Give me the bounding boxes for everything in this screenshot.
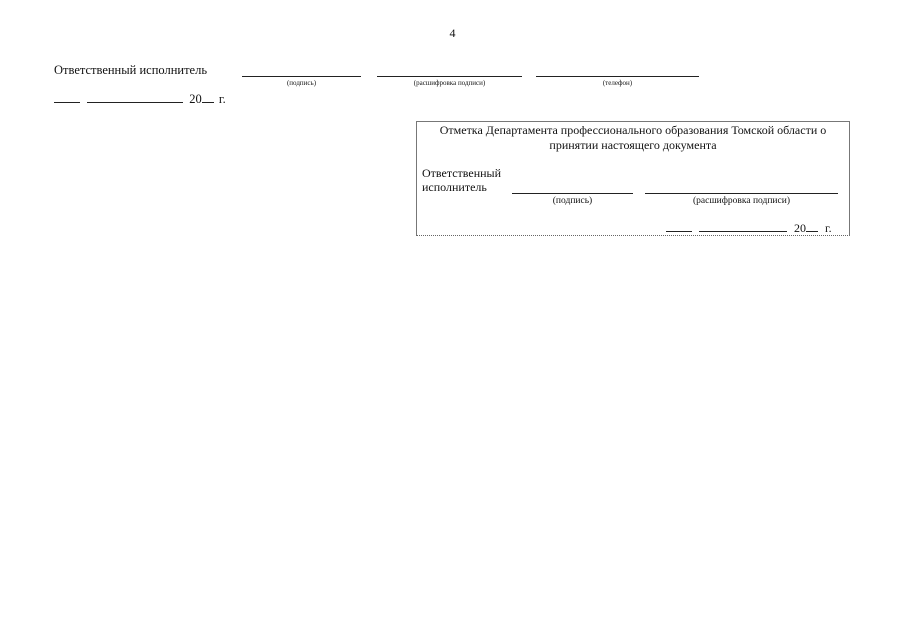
date-day-blank bbox=[54, 92, 80, 103]
signature-line bbox=[242, 76, 361, 77]
department-transcript-line bbox=[645, 193, 838, 194]
department-date-suffix: г. bbox=[825, 221, 832, 235]
signature-caption: (подпись) bbox=[286, 79, 317, 87]
department-date-day-blank bbox=[666, 221, 692, 232]
department-date-year-blank bbox=[806, 221, 818, 232]
signature-transcript-line bbox=[377, 76, 522, 77]
department-transcript-caption: (расшифровка подписи) bbox=[693, 196, 790, 206]
department-executor-label-line1: Ответственный bbox=[422, 166, 502, 180]
date-year-prefix: 20 bbox=[189, 92, 202, 106]
department-mark-title: Отметка Департамента профессионального образования Томской области о принятии настоящего документа bbox=[439, 123, 827, 152]
department-signature-line bbox=[512, 193, 633, 194]
department-date-year: 20 bbox=[794, 221, 806, 235]
department-date-line bbox=[666, 221, 832, 236]
department-date-month-blank bbox=[699, 221, 787, 232]
phone-caption: (телефон) bbox=[602, 79, 633, 87]
date-line bbox=[54, 92, 226, 107]
date-year-suffix: г. bbox=[218, 92, 226, 106]
page-number: 4 bbox=[449, 26, 456, 40]
department-signature-caption: (подпись) bbox=[552, 196, 593, 206]
department-executor-label-line2: исполнитель bbox=[422, 180, 487, 194]
signature-transcript-caption: (расшифровка подписи) bbox=[413, 79, 486, 87]
department-executor-label bbox=[422, 166, 501, 194]
responsible-executor-label: Ответственный исполнитель bbox=[54, 63, 208, 77]
date-month-blank bbox=[87, 92, 183, 103]
phone-line bbox=[536, 76, 699, 77]
date-year-blank bbox=[202, 92, 214, 103]
